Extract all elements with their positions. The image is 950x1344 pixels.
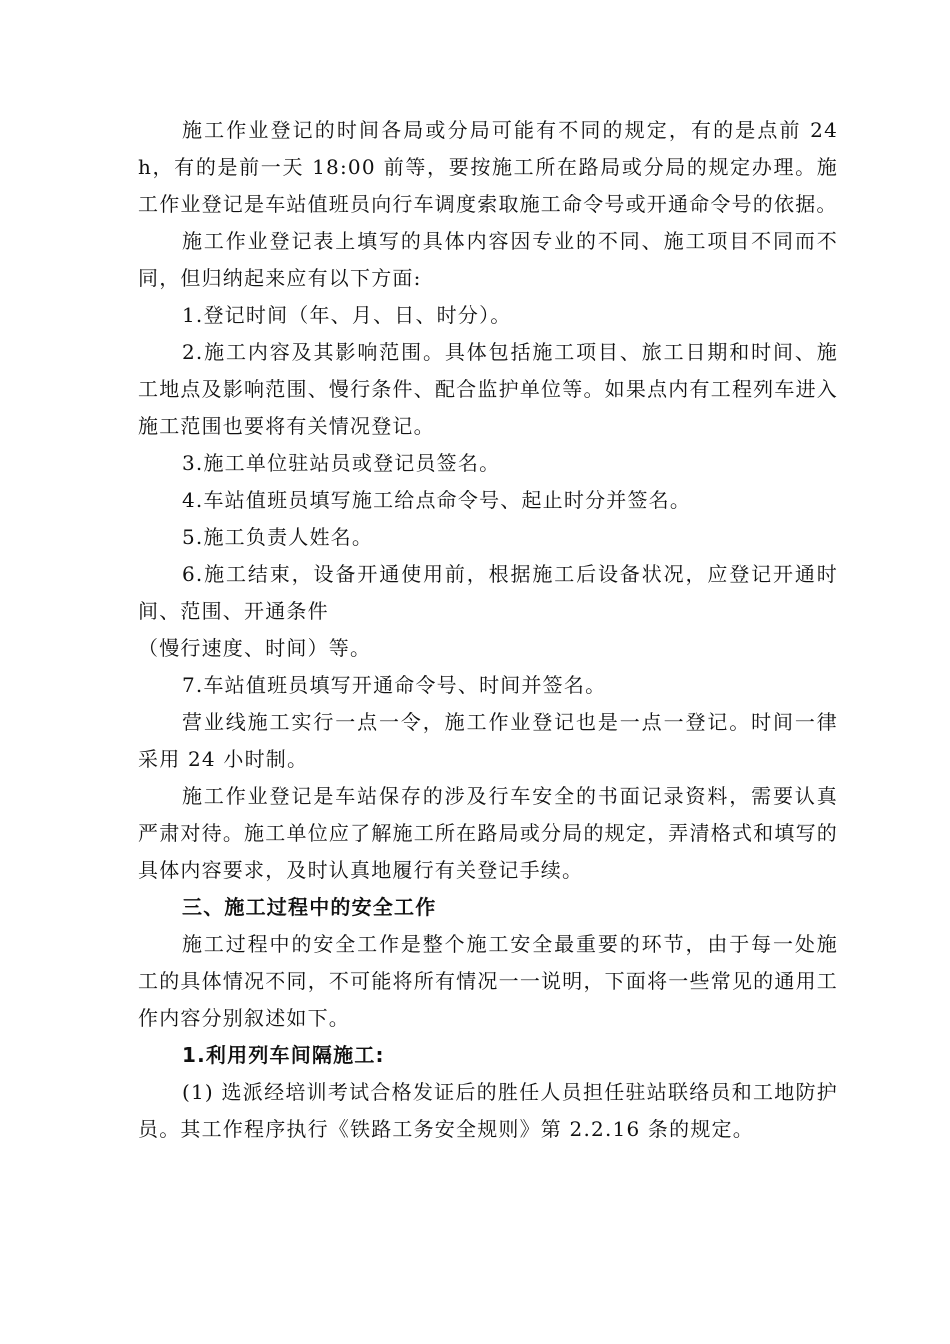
paragraph-one-point-one-order: 营业线施工实行一点一令，施工作业登记也是一点一登记。时间一律采用 24 小时制。	[138, 710, 838, 771]
list-item-7: 7.车站值班员填写开通命令号、时间并签名。	[182, 673, 607, 697]
paragraph-registration-content: 施工作业登记表上填写的具体内容因专业的不同、施工项目不同而不同，但归纳起来应有以下方面:	[138, 229, 838, 290]
paragraph-item-1: (1) 选派经培训考试合格发证后的胜任人员担任驻站联络员和工地防护员。其工作程序执行《铁路工务安全规则》第 2.2.16 条的规定。	[138, 1080, 838, 1141]
paragraph-registration-importance: 施工作业登记是车站保存的涉及行车安全的书面记录资料，需要认真严肃对待。施工单位应了解施工所在路局或分局的规定，弄清格式和填写的具体内容要求，及时认真地履行有关登记手续。	[138, 784, 838, 882]
list-item-6-continued: （慢行速度、时间）等。	[138, 636, 372, 660]
document-body	[138, 112, 838, 1148]
list-item-4: 4.车站值班员填写施工给点命令号、起止时分并签名。	[182, 488, 692, 512]
list-item-2: 2.施工内容及其影响范围。具体包括施工项目、旅工日期和时间、施工地点及影响范围、慢行条件、配合监护单位等。如果点内有工程列车进入施工范围也要将有关情况登记。	[138, 340, 838, 438]
list-item-1: 1.登记时间（年、月、日、时分）。	[182, 303, 512, 327]
list-item-3: 3.施工单位驻站员或登记员签名。	[182, 451, 501, 475]
list-item-6: 6.施工结束，设备开通使用前，根据施工后设备状况，应登记开通时间、范围、开通条件	[138, 562, 838, 623]
list-item-5: 5.施工负责人姓名。	[182, 525, 374, 549]
paragraph-safety-intro: 施工过程中的安全工作是整个施工安全最重要的环节，由于每一处施工的具体情况不同，不可能将所有情况一一说明，下面将一些常见的通用工作内容分别叙述如下。	[138, 932, 838, 1030]
section-heading-safety: 三、施工过程中的安全工作	[182, 895, 437, 919]
paragraph-registration-time: 施工作业登记的时间各局或分局可能有不同的规定，有的是点前 24 h，有的是前一天 18:00 前等，要按施工所在路局或分局的规定办理。施工作业登记是车站值班员向行车调度索取施工命令号或开通命令号的依据。	[138, 118, 838, 216]
subheading-train-interval: 1.利用列车间隔施工:	[182, 1043, 385, 1067]
